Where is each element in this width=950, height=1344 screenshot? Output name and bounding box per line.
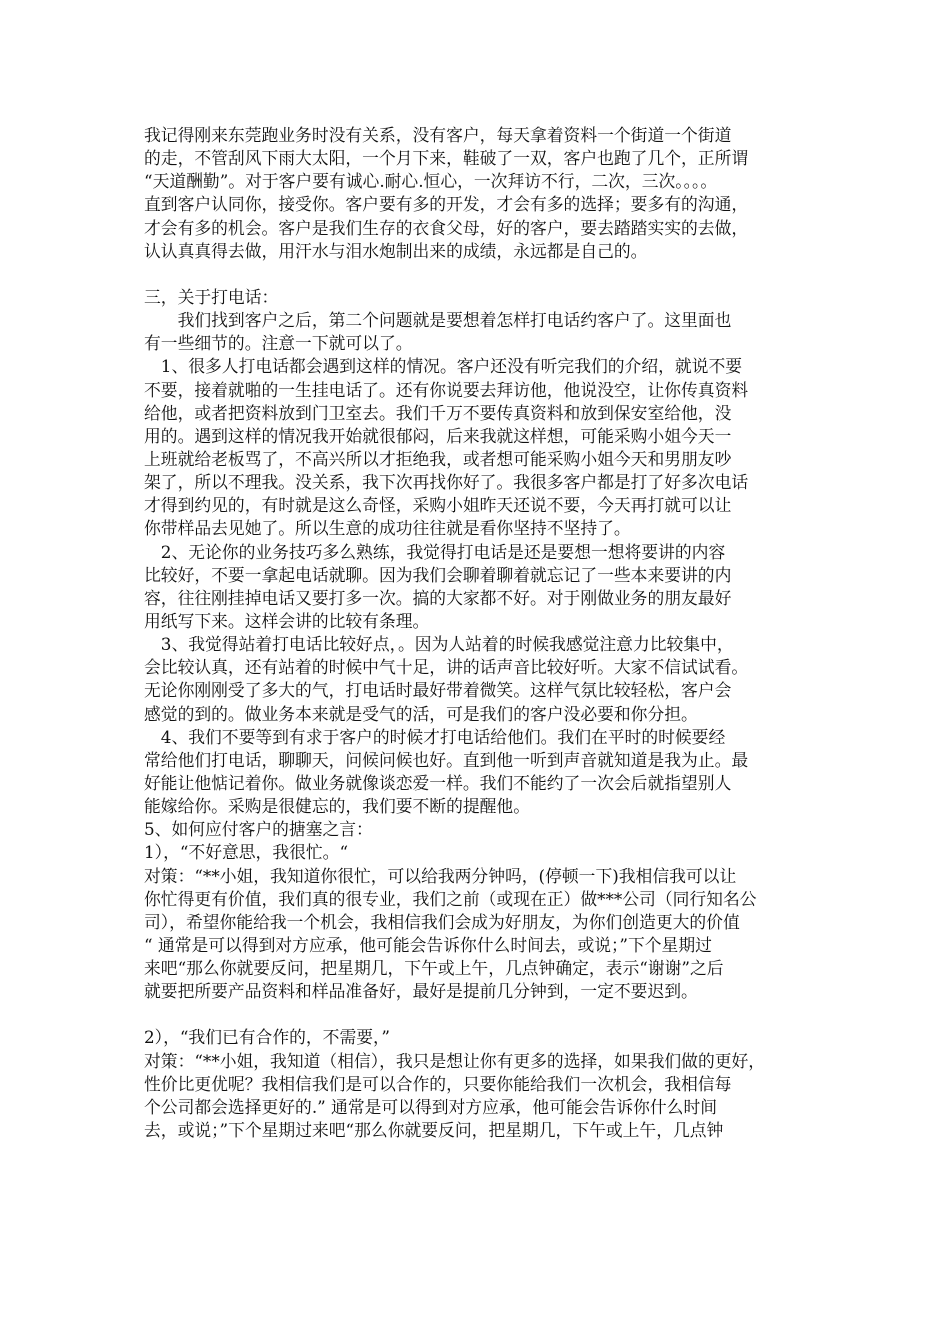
text-line: 比较好，不要一拿起电话就聊。因为我们会聊着聊着就忘记了一些本来要讲的内 — [144, 564, 732, 585]
text-line: 好能让他惦记着你。做业务就像谈恋爱一样。我们不能约了一次会后就指望别人 — [144, 772, 732, 793]
text-line: 用纸写下来。这样会讲的比较有条理。 — [144, 610, 430, 631]
text-line: 容，往往刚挂掉电话又要打多一次。搞的大家都不好。对于刚做业务的朋友最好 — [144, 587, 732, 608]
text-line: 对策：“**小姐，我知道你很忙，可以给我两分钟吗，(停顿一下)我相信我可以让 — [144, 865, 737, 886]
text-line: 1、很多人打电话都会遇到这样的情况。客户还没有听完我们的介绍，就说不要 — [144, 356, 743, 377]
text-line: “ 通常是可以得到对方应承，他可能会告诉你什么时间去，或说；”下个星期过 — [144, 934, 712, 955]
text-line: 三，关于打电话： — [144, 286, 279, 307]
text-line: 无论你刚刚受了多大的气，打电话时最好带着微笑。这样气氛比较轻松，客户会 — [144, 680, 732, 701]
text-line: 架了，所以不理我。没关系，我下次再找你好了。我很多客户都是打了好多次电话 — [144, 472, 749, 493]
text-line: 会比较认真，还有站着的时候中气十足，讲的话声音比较好听。大家不信试试看。 — [144, 657, 749, 678]
text-line: 认认真真得去做，用汗水与泪水炮制出来的成绩，永远都是自己的。 — [144, 240, 648, 261]
text-line: 4、我们不要等到有求于客户的时候才打电话给他们。我们在平时的时候要经 — [144, 726, 726, 747]
text-line: 不要，接着就啪的一生挂电话了。还有你说要去拜访他，他说没空，让你传真资料 — [144, 379, 749, 400]
text-line: 个公司都会选择更好的.” 通常是可以得到对方应承，他可能会告诉你什么时间 — [144, 1096, 718, 1117]
blank-line — [144, 1003, 816, 1026]
body-text — [144, 124, 816, 1142]
text-line: 1），“不好意思，我很忙。“ — [144, 842, 349, 863]
text-line: 上班就给老板骂了，不高兴所以才拒绝我，或者想可能采购小姐今天和男朋友吵 — [144, 448, 732, 469]
text-line: 有一些细节的。注意一下就可以了。 — [144, 333, 413, 354]
text-line: 5、如何应付客户的搪塞之言： — [144, 819, 373, 840]
text-line: 来吧“那么你就要反问，把星期几，下午或上午，几点钟确定，表示“谢谢”之后 — [144, 958, 724, 979]
text-line: 才得到约见的，有时就是这么奇怪，采购小姐昨天还说不要，今天再打就可以让 — [144, 495, 732, 516]
text-line: 能嫁给你。采购是很健忘的，我们要不断的提醒他。 — [144, 796, 530, 817]
text-line: 2），“我们已有合作的，不需要，” — [144, 1027, 390, 1048]
text-line: 2、无论你的业务技巧多么熟练，我觉得打电话是还是要想一想将要讲的内容 — [144, 541, 726, 562]
text-line: 的走，不管刮风下雨大太阳，一个月下来，鞋破了一双，客户也跑了几个，正所谓 — [144, 148, 749, 169]
blank-line — [144, 263, 816, 286]
text-line: “天道酬勤”。对于客户要有诚心.耐心.恒心，一次拜访不行，二次，三次。。。。 — [144, 171, 718, 192]
text-line: 性价比更优呢？我相信我们是可以合作的，只要你能给我们一次机会，我相信每 — [144, 1073, 732, 1094]
text-line: 就要把所要产品资料和样品准备好，最好是提前几分钟到，一定不要迟到。 — [144, 981, 698, 1002]
text-line: 给他，或者把资料放到门卫室去。我们千万不要传真资料和放到保安室给他，没 — [144, 402, 732, 423]
text-line: 对策：“**小姐，我知道（相信），我只是想让你有更多的选择，如果我们做的更好， — [144, 1050, 766, 1071]
text-line: 常给他们打电话，聊聊天，问候问候也好。直到他一听到声音就知道是我为止。最 — [144, 749, 749, 770]
text-line: 用的。遇到这样的情况我开始就很郁闷，后来我就这样想，可能采购小姐今天一 — [144, 425, 732, 446]
text-line: 你带样品去见她了。所以生意的成功往往就是看你坚持不坚持了。 — [144, 518, 631, 539]
text-line: 才会有多的机会。客户是我们生存的衣食父母，好的客户，要去踏踏实实的去做， — [144, 217, 749, 238]
text-line: 我记得刚来东莞跑业务时没有关系，没有客户，每天拿着资料一个街道一个街道 — [144, 125, 732, 145]
text-line: 我们找到客户之后，第二个问题就是要想着怎样打电话约客户了。这里面也 — [144, 310, 732, 331]
text-line: 直到客户认同你，接受你。客户要有多的开发，才会有多的选择；要多有的沟通， — [144, 194, 749, 215]
text-line: 去，或说；”下个星期过来吧“那么你就要反问，把星期几，下午或上午，几点钟 — [144, 1120, 724, 1141]
text-line: 感觉的到的。做业务本来就是受气的活，可是我们的客户没必要和你分担。 — [144, 703, 698, 724]
text-line: 你忙得更有价值，我们真的很专业，我们之前（或现在正）做***公司（同行知名公 — [144, 888, 757, 909]
text-line: 司），希望你能给我一个机会，我相信我们会成为好朋友，为你们创造更大的价值 — [144, 911, 740, 932]
text-line: 3、我觉得站着打电话比较好点，。因为人站着的时候我感觉注意力比较集中， — [144, 634, 734, 655]
